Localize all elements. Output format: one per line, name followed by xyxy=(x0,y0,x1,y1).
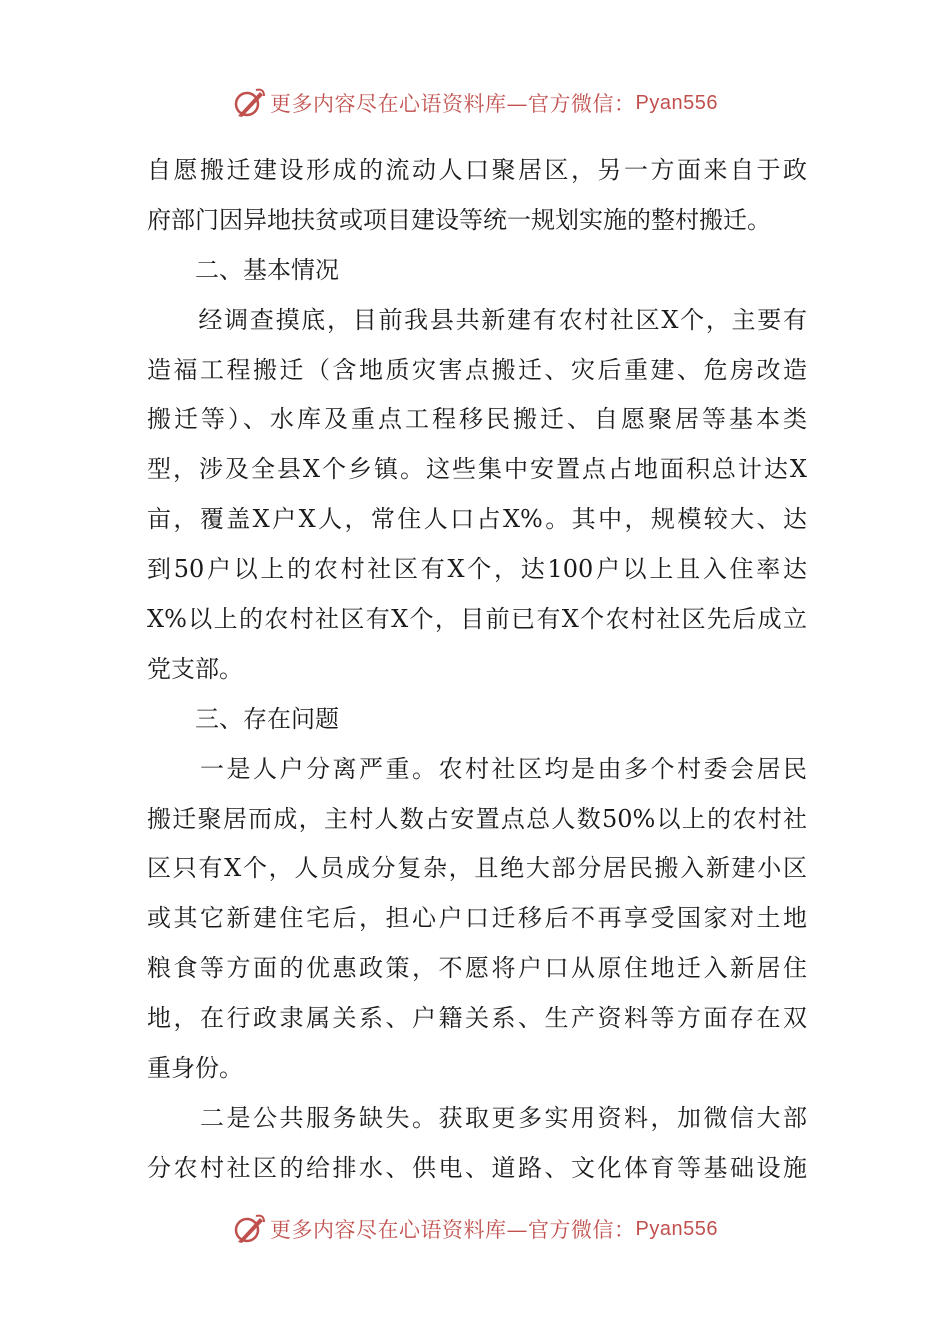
watermark-wechat-id: Pyan556 xyxy=(635,1217,718,1240)
quill-pen-logo-icon xyxy=(232,86,266,120)
section-heading-basic-situation: 二、基本情况 xyxy=(195,255,339,284)
text-line: 亩，覆盖X户X人，常住人口占X%。其中，规模较大、达 xyxy=(147,505,807,534)
watermark-label: 更多内容尽在心语资料库—官方微信： xyxy=(270,92,636,116)
text-line: 府部门因异地扶贫或项目建设等统一规划实施的整村搬迁。 xyxy=(147,205,771,234)
document-body xyxy=(147,146,807,1194)
text-line: X%以上的农村社区有X个，目前已有X个农村社区先后成立 xyxy=(147,605,807,634)
footer-watermark xyxy=(0,1212,950,1246)
text-line: 党支部。 xyxy=(147,654,243,683)
text-line: 经调查摸底，目前我县共新建有农村社区X个，主要有 xyxy=(147,305,807,334)
text-line: 二是公共服务缺失。获取更多实用资料，加微信大部 xyxy=(147,1103,807,1132)
text-line: 造福工程搬迁（含地质灾害点搬迁、灾后重建、危房改造 xyxy=(147,355,807,384)
text-line: 区只有X个，人员成分复杂，且绝大部分居民搬入新建小区 xyxy=(147,854,807,883)
text-line: 或其它新建住宅后，担心户口迁移后不再享受国家对土地 xyxy=(147,904,807,933)
text-line: 分农村社区的给排水、供电、道路、文化体育等基础设施 xyxy=(147,1153,807,1182)
text-line: 一是人户分离严重。农村社区均是由多个村委会居民 xyxy=(147,754,807,783)
header-watermark xyxy=(0,86,950,120)
text-line: 型，涉及全县X个乡镇。这些集中安置点占地面积总计达X xyxy=(147,455,807,484)
text-line: 到50户以上的农村社区有X个，达100户以上且入住率达 xyxy=(147,555,807,584)
text-line: 重身份。 xyxy=(147,1054,243,1083)
text-line: 地，在行政隶属关系、户籍关系、生产资料等方面存在双 xyxy=(147,1004,807,1033)
text-line: 搬迁聚居而成，主村人数占安置点总人数50%以上的农村社 xyxy=(147,804,807,833)
watermark-wechat-id: Pyan556 xyxy=(635,91,718,114)
text-line: 自愿搬迁建设形成的流动人口聚居区，另一方面来自于政 xyxy=(147,156,807,184)
text-line: 粮食等方面的优惠政策，不愿将户口从原住地迁入新居住 xyxy=(147,954,807,983)
quill-pen-logo-icon xyxy=(232,1212,266,1246)
text-line: 搬迁等）、水库及重点工程移民搬迁、自愿聚居等基本类 xyxy=(147,405,807,434)
watermark-label: 更多内容尽在心语资料库—官方微信： xyxy=(270,1218,636,1242)
section-heading-existing-problems: 三、存在问题 xyxy=(195,704,339,733)
